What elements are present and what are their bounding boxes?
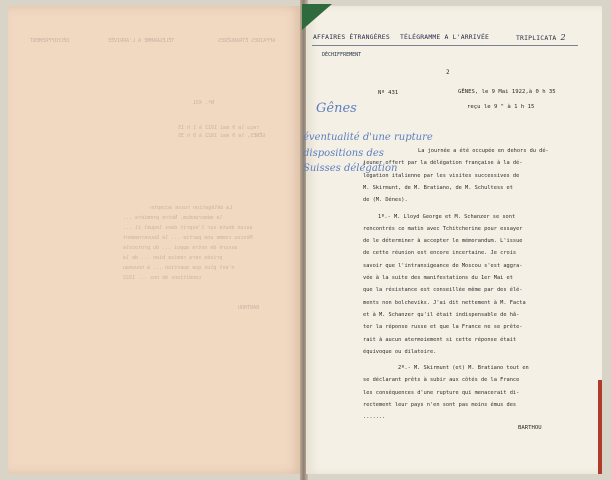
body-line: rencontrés ce matin avec Tchitcherine pour essayer — [363, 225, 523, 232]
ghost-body-8: conditions de nos ... 1922 — [123, 275, 202, 281]
ghost-body-5: assuré de notre appui ... du protocole — [123, 245, 238, 251]
green-corner-tab — [302, 4, 332, 30]
body-line: de le déterminer à accepter le mémorandum. L'issue — [363, 238, 523, 245]
handwritten-note-1: éventualité d'une rupture — [303, 132, 433, 143]
body-line: équivoque ou dilatoire. — [363, 348, 437, 355]
header-ministry: AFFAIRES ÉTRANGÈRES — [313, 33, 390, 41]
handwritten-note-3: Suisses délégation — [303, 163, 398, 174]
handwritten-city: Gênes — [316, 101, 357, 116]
body-line: 1º.- M. Lloyd George et M. Schanzer se sont — [378, 213, 516, 220]
body-line: les conséquences d'une rupture qui menacerait di- — [363, 389, 520, 396]
body-line: 2º.- M. Skirmunt (et) M. Bratiano tout en — [398, 365, 529, 372]
body-line: La journée a été occupée en dehors du dé- — [418, 148, 549, 154]
body-line: savoir que l'intransigeance de Moscou s'est aggra- — [363, 262, 523, 269]
body-line: de (M. Dénes). — [363, 197, 408, 204]
header-copy-label: TRIPLICATA — [516, 34, 557, 42]
body-line: ter la réponse russe et que la France ne se prête- — [363, 324, 523, 331]
body-line: que la résistance est conseillée même par des élé- — [363, 287, 523, 294]
header-copy-number: 2 — [560, 33, 566, 42]
ghost-body-2: le mémorandum. Notre première ... — [123, 215, 223, 221]
ghost-signature: BARTHOU — [238, 305, 260, 311]
body-line: jeuner offert par la délégation française à la dé- — [363, 160, 523, 167]
header-rule — [312, 45, 578, 46]
ghost-body-1: La délégation russe accepte- — [148, 205, 233, 211]
body-line: rectement leur pays n'en sont pas moins émus des — [363, 402, 517, 408]
ghost-header-3: AFFAIRES ÉTRANGÈRES — [218, 38, 276, 44]
ghost-header-1: DÉCHIFFREMENT — [30, 38, 70, 44]
red-page-edge — [598, 380, 602, 474]
header-service: DÉCHIFFREMENT — [322, 52, 362, 58]
page-number: 2 — [446, 69, 450, 76]
body-line: rait à aucun atermoiement si cette réponse était — [363, 336, 517, 343]
handwritten-note-2: dispositions des — [303, 148, 384, 159]
ghost-body-3: aucun doute sur l'esprit dans lequel il ... — [123, 225, 253, 231]
body-line: se déclarant prêts à subir aux côtés de la France — [363, 377, 520, 384]
body-line: M. Skirmunt, de M. Bratiano, de M. Schultess et — [363, 184, 513, 191]
header-doc-type: TÉLÉGRAMME A L'ARRIVÉE — [400, 33, 490, 41]
body-line: ....... — [363, 414, 386, 421]
body-line: et à M. Schanzer qu'il était indispensable de hâ- — [363, 311, 520, 318]
signature: BARTHOU — [518, 425, 542, 431]
body-line: vée à la suite des manifestations du 1er Mai et — [363, 275, 513, 281]
telegram-origin: GÊNES, le 9 Mai 1922,à 0 h 35 — [458, 89, 556, 95]
ghost-line-2: reçu le 9 mai 1922 à 1 h 15 — [178, 125, 260, 131]
body-line: légation italienne par les visites successives de — [363, 172, 520, 179]
ghost-line-1: Nº. 431 — [193, 100, 215, 106]
ghost-body-6: privée sera remise bien ... de la — [123, 255, 223, 261]
ghost-body-7: n'est plus que question ... à nouveau — [123, 265, 235, 271]
left-page-verso — [8, 6, 302, 474]
telegram-number: Nº 431 — [378, 90, 399, 96]
ghost-header-2: TÉLÉGRAMME A L'ARRIVÉE — [108, 38, 175, 44]
body-line: de cette réunion est encore incertaine. Je crois — [363, 250, 517, 257]
ghost-body-4: Moscou comme une partie ... le Gouvernement — [123, 235, 253, 241]
ghost-line-3: GÊNES, le 9 mai 1922 à 0 h 35 — [178, 133, 266, 139]
header-copy — [516, 33, 566, 42]
telegram-received: reçu le 9 " à 1 h 15 — [467, 104, 535, 110]
body-line: ments non bolcheviks. J'ai dit nettement à M. Facta — [363, 299, 526, 306]
